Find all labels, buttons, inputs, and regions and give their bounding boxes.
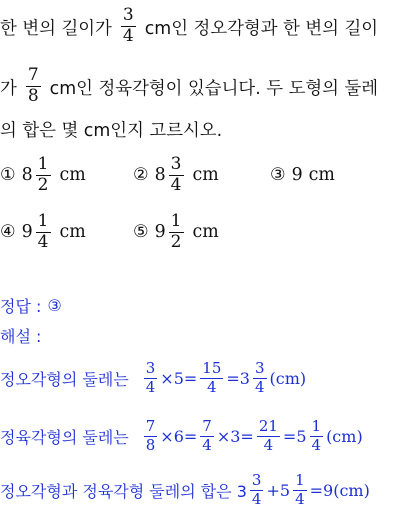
choice-marker: ④ <box>0 222 16 242</box>
choice-4[interactable]: ④ 9 $\frac{1}{4}$ cm <box>0 210 86 252</box>
fraction: $\frac{1}{2}$ <box>37 153 49 195</box>
explanation-label-line <box>0 322 41 348</box>
answer-line <box>0 292 62 318</box>
fraction: $\frac{1}{4}$ <box>295 470 305 508</box>
fraction: $\frac{3}{4}$ <box>251 470 262 508</box>
fraction: $\frac{1}{4}$ <box>37 210 49 252</box>
choice-marker: ② <box>133 165 149 185</box>
fraction: $\frac{21}{4}$ <box>258 416 278 454</box>
fraction: $\frac{3}{4}$ <box>170 153 182 195</box>
explanation-step-2: 정육각형의 둘레는 $\frac{7}{8}$ ×6= $\frac{7}{4}$ ×3= $\frac{21}{4}$ =5 $\frac{1}{4}$ (cm) <box>0 416 363 454</box>
explanation-step-1: 정오각형의 둘레는 $\frac{3}{4}$ ×5= $\frac{15}{4}$ =3 $\frac{3}{4}$ (cm) <box>0 358 307 396</box>
answer-value: ③ <box>47 295 62 315</box>
fraction: $\frac{7}{8}$ <box>27 64 39 106</box>
question-text: 의 합은 몇 cm인지 고르시오. <box>0 120 223 141</box>
question-line-2 <box>0 60 378 112</box>
question-text: 한 변의 길이가 <box>0 18 112 39</box>
choice-marker: ③ <box>270 165 286 185</box>
fraction: $\frac{15}{4}$ <box>202 358 222 396</box>
choice-marker: ① <box>0 165 16 185</box>
fraction: $\frac{1}{4}$ <box>311 416 322 454</box>
choice-marker: ⑤ <box>133 222 149 242</box>
fraction: $\frac{1}{2}$ <box>170 210 182 252</box>
fraction: $\frac{7}{8}$ <box>145 416 156 454</box>
question-text: cm인 정오각형과 한 변의 길이 <box>144 18 379 39</box>
explanation-label: 해설 : <box>0 326 42 346</box>
choice-3[interactable]: ③ 9 cm <box>270 165 335 185</box>
question-line-1 <box>0 0 378 52</box>
answer-label: 정답 : <box>0 296 42 316</box>
choice-1[interactable]: ① 8 $\frac{1}{2}$ cm <box>0 153 86 195</box>
fraction: $\frac{3}{4}$ <box>254 358 265 396</box>
fraction: $\frac{7}{4}$ <box>202 416 212 454</box>
fraction: $\frac{3}{4}$ <box>122 4 134 46</box>
fraction: $\frac{3}{4}$ <box>145 358 156 396</box>
explanation-step-3: 정오각형과 정육각형 둘레의 합은 3 $\frac{3}{4}$ +5 $\frac{1}{4}$ =9(cm) <box>0 470 370 508</box>
question-text: cm인 정육각형이 있습니다. 두 도형의 둘레 <box>49 78 379 99</box>
question-text: 가 <box>0 78 17 99</box>
choice-5[interactable]: ⑤ 9 $\frac{1}{2}$ cm <box>133 210 219 252</box>
choice-2[interactable]: ② 8 $\frac{3}{4}$ cm <box>133 153 219 195</box>
question-line-3 <box>0 114 222 142</box>
